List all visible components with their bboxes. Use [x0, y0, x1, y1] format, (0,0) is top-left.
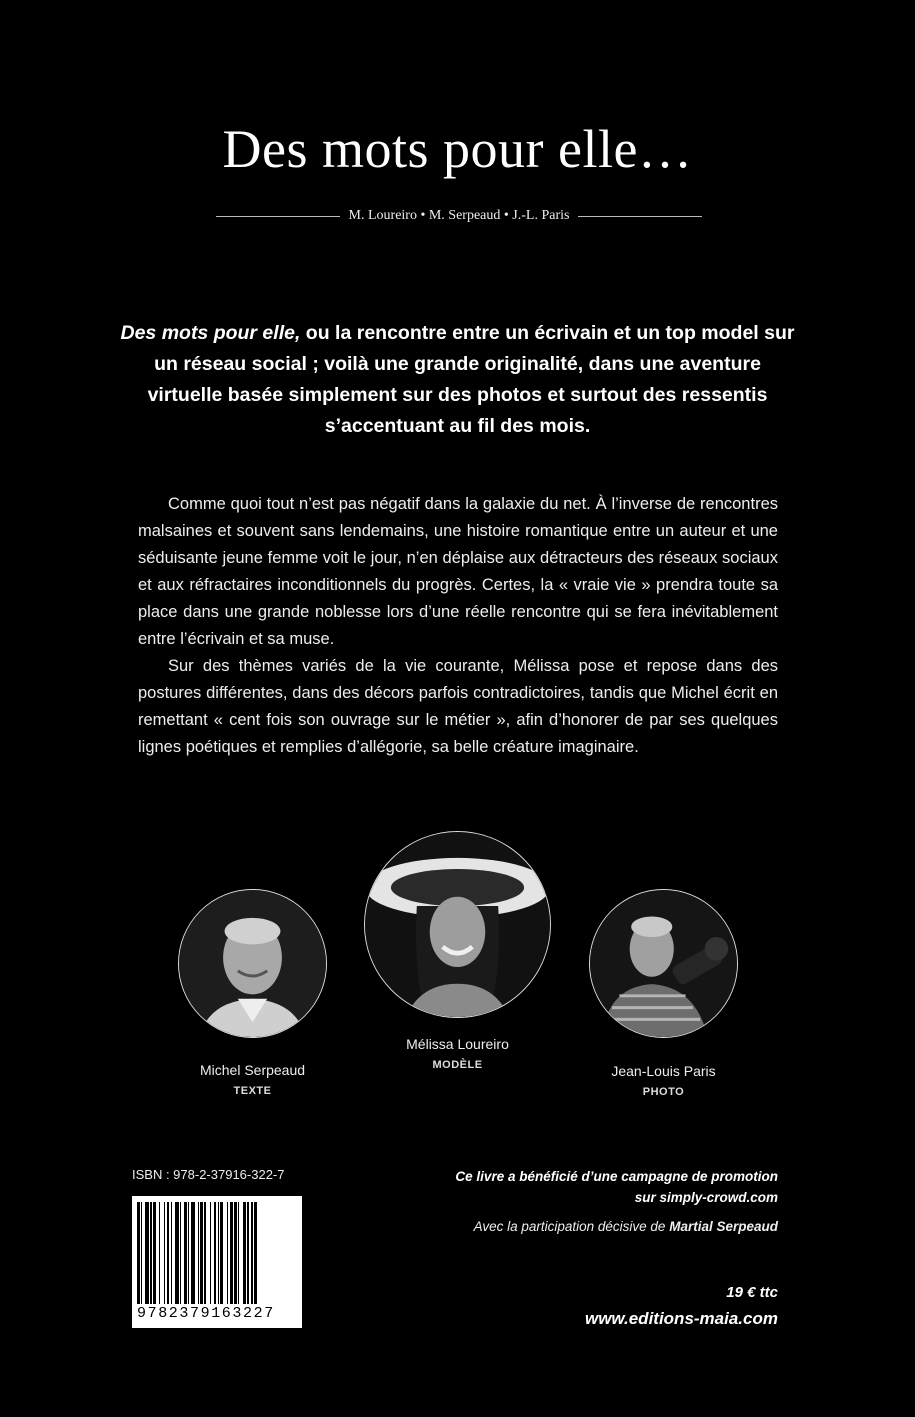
- book-title: Des mots pour elle…: [222, 119, 693, 179]
- promo-note: [455, 1166, 778, 1208]
- contributor-role-2: MODÈLE: [432, 1059, 483, 1071]
- pitch-title: Des mots pour elle,: [120, 322, 301, 344]
- portrait-melissa-loureiro: [364, 831, 551, 1018]
- synopsis: [138, 491, 778, 761]
- portrait-jean-louis-paris: [589, 889, 738, 1038]
- synopsis-paragraph-2: Sur des thèmes variés de la vie courante, Mélissa pose et repose dans des postures différentes, dans des décors parfois contradictoires, tandis que Michel écrit en remettant « cent fois son ouvrage sur le métier », afin d’honorer de par ses quelques lignes poétiques et remplies d’allégorie, sa belle créature imaginaire.: [138, 657, 778, 756]
- barcode-bars: [137, 1202, 297, 1304]
- participation-note: [474, 1219, 778, 1234]
- pitch-body: ou la rencontre entre un écrivain et un top model sur un réseau social ; voilà une grande originalité, dans une aventure virtuelle basée simplement sur des photos et surtout des ressentis s’accentuant au fil des mois.: [147, 322, 795, 437]
- divider-left: [216, 216, 340, 217]
- participation-prefix: Avec la participation décisive de: [473, 1219, 670, 1234]
- price: 19 € ttc: [726, 1284, 778, 1301]
- pitch-text: [120, 318, 795, 442]
- contributor-role-3: PHOTO: [642, 1086, 685, 1098]
- contributor-role-1: TEXTE: [233, 1085, 272, 1097]
- divider-right: [578, 216, 702, 217]
- barcode-digits: 9782379163227: [137, 1305, 275, 1322]
- portrait-michel-serpeaud: [178, 889, 327, 1038]
- contributor-name-1: Michel Serpeaud: [199, 1062, 306, 1078]
- authors: M. Loureiro • M. Serpeaud • J.-L. Paris: [348, 208, 570, 223]
- contributor-name-3: Jean-Louis Paris: [611, 1063, 716, 1079]
- synopsis-paragraph-1: Comme quoi tout n’est pas négatif dans la galaxie du net. À l’inverse de rencontres malsaines et souvent sans lendemains, une histoire romantique entre un auteur et une séduisante jeune femme voit le jour, n’en déplaise aux détracteurs des réseaux sociaux et aux réfractaires inconditionnels du progrès. Certes, la « vraie vie » prendra toute sa place dans une grande noblesse lors d’une réelle rencontre qui se fera inévitablement entre l’écrivain et sa muse.: [138, 495, 778, 648]
- barcode: [132, 1196, 302, 1328]
- authors-line: [216, 205, 702, 227]
- contributor-name-2: Mélissa Loureiro: [406, 1036, 509, 1052]
- promo-line-1: Ce livre a bénéficié d’une campagne de promotion: [455, 1169, 778, 1184]
- isbn: ISBN : 978-2-37916-322-7: [132, 1167, 285, 1182]
- promo-line-2: sur simply-crowd.com: [634, 1190, 778, 1205]
- publisher-website: www.editions-maia.com: [584, 1309, 778, 1328]
- participation-name: Martial Serpeaud: [669, 1219, 778, 1234]
